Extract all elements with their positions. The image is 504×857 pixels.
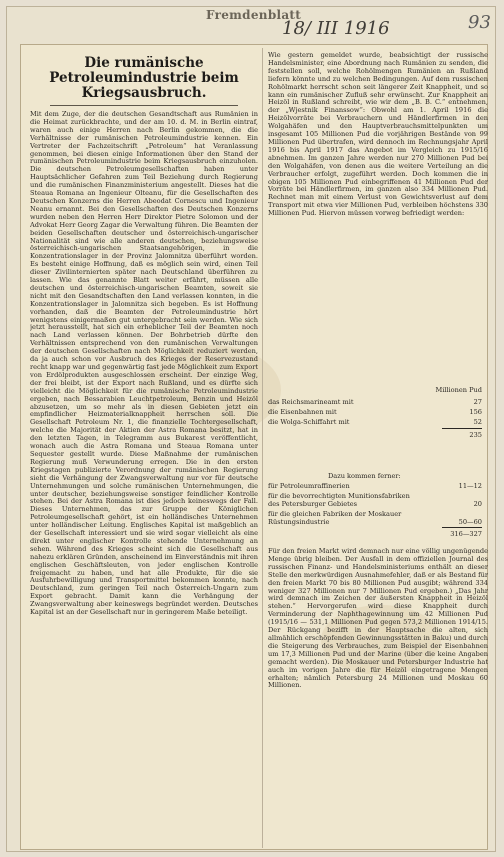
- right-column-continued-text: Für den freien Markt wird demnach nur eine völlig ungenügende Menge übrig bleiben. Der Ausfall in dem offiziellen Journal des russischen Finanz- und Handelsministeriums enthält an dieser Stelle den merkwürdigen Ausnahmefehler, daß er als Bestand für den freien Markt 70 bis 80 Millionen Pud ausgibt; während 334 weniger 327 Millionen nur 7 Millionen Pud ergeben.) „Das Jahr wird demnach im Zeichen der äußersten Knappheit in Heizöl stehen.“ Hervorgerufen wird diese Knappheit durch Verminderung der Naphthagewinnung um 42 Millionen Pud (1915/16 — 531,1 Millionen Pud gegen 573,2 Millionen 1914/15. Der Rückgang bezifft in der Hauptsache die alten, sich allmählich erschöpfenden Gewinnungsstätten in Baku) und durch die Steigerung des Verbrauches, zum Beispiel der Eisenbahnen um 17,3 Millionen Pud und der Marine (über die keine Angaben gemacht werden). Die Moskauer und Petersburger Industrie hat auch im vorigen Jahre die für Heizöl eingetragene Mengen erhalten; nämlich Petersburg 24 Millionen und Moskau 60 Millionen.: [268, 548, 488, 690]
- row-label: das Reichsmarineamt mit: [268, 398, 354, 406]
- row-label: die Eisenbahnen mit: [268, 408, 337, 416]
- table-total-row: [268, 530, 482, 539]
- row-value: 50—60: [458, 518, 482, 526]
- article-right-column-continued: [268, 548, 488, 730]
- row-label: für die gleichen Fabriken der Moskauer Rüstungsindustrie: [268, 510, 402, 526]
- sum-rule: [442, 428, 482, 429]
- table-row: [268, 398, 482, 407]
- row-value: 27: [473, 398, 482, 406]
- newspaper-masthead: Fremdenblatt: [206, 8, 302, 22]
- table-row: [268, 492, 482, 508]
- row-value: 52: [473, 418, 482, 426]
- total-value: 316—327: [450, 530, 482, 538]
- archive-number: 93: [468, 12, 491, 33]
- row-value: 20: [473, 500, 482, 508]
- row-value: 11—12: [458, 482, 482, 490]
- article-headline: Die rumänische Petroleumindustrie beim Kriegsausbruch.: [49, 56, 239, 101]
- article-right-column: [268, 52, 488, 392]
- column-divider: [262, 48, 263, 848]
- left-column-text: Mit dem Zuge, der die deutschen Gesandtschaft aus Rumänien in die Heimat zurückbrachte, und der am 10. d. M. in Berlin eintraf, waren auch einige Herren nach Berlin gekommen, die die Verhältnisse der rumänischen Petroleumindustrie kennen. Ein Vertreter der Fachzeitschrift „Petroleum“ hat Veranlassung genommen, bei diesen einige Informationen über den Stand der rumänischen Petroleumindustrie beim Kriegsausbruch einzuholen. Die deutschen Petroleumgesellschaften haben unter Hauptsächlicher Gefahren zum Teil Beziehung durch Regierung und die rumänischen Finanzministerium angestellt. Dieses hat die Steaua Romana an Ingenieur Olteanu, für die Gesellschaften des Deutschen Konzerns die Herren Abeodat Cornescu und Ingenieur Neanu ernannt. Bei den Gesellschaften des Deutschen Konzerns wurden neben den Herren Herr Direktor Pietre Solomon und der Advokat Herr Georg Zagar die Verwaltung führen. Die Beamten der beiden Gesellschaften deutscher und österreichisch-ungarischer Nationalität sind wie alle anderen deutschen, beziehungsweise österreichisch-ungarischen Staatsangehörigen, in die Konzentrationslager in der Provinz Jalomnitza überführt worden. Es besteht einige Hoffnung, daß es möglich sein wird, einen Teil dieser Zivilinternierten später nach Deutschland überführen zu lassen. Wie das genannte Blatt weiter erfährt, müssen alle deutschen und österreichisch-ungarischen Beamten, soweit sie nicht mit den Gesandtschaften den Land verlassen konnten, in die Konzentrationslager in Jalomnitza sich begeben. Es ist Hoffnung vorhanden, daß die Beamten der Petroleumindustrie hört wenigstens einigermaßen gut untergebracht sein werden. Wie sich jetzt herausstellt, hat sich ein erheblicher Teil der Beamten noch nach Land verlassen können. Der Bohrbetrieb dürfte den Verhältnissen entsprechend von den rumänischen Verwaltungen der deutschen Gesellschaften nach Möglichkeit reduziert werden, da ja auch schon vor Ausbruch des Krieges der Reservezustand recht knapp war und gegenwärtig fast jede Möglichkeit zum Export von Erdölprodukten ausgeschlossen erscheint. Der einzige Weg, der frei bleibt, ist der Export nach Rußland, und es dürfte sich vielleicht die Möglichkeit für die rumänische Petroleumindustrie ergeben, nach Bessarabien Leuchtpetroleum, Benzin und Heizöl abzusetzen, um so mehr als in diesen Gebieten jetzt ein empfindlicher Heizmaterialknappheit herrschen soll. Die Gesellschaft Petroleum Nr. 1, die finanzielle Tochtergesellschaft, welche die Majorität der Aktien der Astra Romana besitzt, hat in den letzten Tagen, in Telegramm aus Bukarest veröffentlicht, wonach auch die Astra Romana und Steaua Romana unter Sequester gestellt wurde. Diese Maßnahme der rumänischen Regierung muß Verwunderung erregen. Die in den ersten Kriegstagen publizierte Verordnung der rumänischen Regierung sieht die Verhängung der Zwangsverwaltung nur vor für deutsche Unternehmungen und solche rumänischen Unternehmungen, die unter deutscher, beziehungsweise sonstiger feindlicher Kontrolle stehen. Bei der Astra Romana ist dies jedoch keineswegs der Fall. Dieses Unternehmen, das zur Gruppe der Königlichen Petroleumgesellschaft gehört, ist ein holländisches Unternehmen unter holländischer Leitung. Englisches Kapital ist maßgeblich an der Gesellschaft interessiert und sie wird sogar vielleicht als eine direkt unter englischer Kontrolle stehende Unternehmung an sehen. Während des Krieges scheint sich die Gesellschaft aus nahezu erklären Gründen, anscheinend im Einverständnis mit ihren englischen Geschäftsleuten, von jeder englischen Kontrolle freigemacht zu haben, und hat alle Produkte, für die sie Ausfuhrbewilligung und Transportmittel bekommen konnte, nach Deutschland, zum geringen Teil nach Österreich-Ungarn zum Export gebracht. Damit kann die Verhängung der Zwangsverwaltung aber keineswegs begründet werden. Deutsches Kapital ist an der Gesellschaft nur in geringerem Maße beteiligt.: [30, 110, 258, 617]
- row-value: 156: [469, 408, 482, 416]
- table-unit-header: Millionen Pud: [435, 386, 482, 394]
- total-value: 235: [469, 431, 482, 439]
- headline-rule: [50, 105, 238, 106]
- handwritten-date: 18/ III 1916: [282, 18, 390, 39]
- table-row: [268, 408, 482, 417]
- row-label: für die bevorrechtigten Munitionsfabriken des Petersburger Gebietes: [268, 492, 410, 508]
- additional-consumption-table: [268, 472, 488, 542]
- consumption-table: [268, 386, 488, 472]
- table-row: [268, 418, 482, 427]
- row-label: die Wolga-Schiffahrt mit: [268, 418, 350, 426]
- table-intro: [268, 472, 482, 481]
- table-total-row: [268, 431, 482, 440]
- row-label: für Petroleumraffinerien: [268, 482, 350, 490]
- right-column-text: Wie gestern gemeldet wurde, beabsichtigt der russische Handelsminister, eine Abordnung nach Rumänien zu senden, die feststellen soll, welche Rohölmengen Rumänien an Rußland liefern könnte und zu welchen Bedingungen. Auf dem russischen Rohölmarkt herrscht schon seit längerer Zeit Knappheit, und so kann ein rumänischer Zufluß sehr erwünscht. Zur Knappheit an Heizöl in Rußland schreibt, wie wir dem „B. B. C.“ entnehmen, der „Wjestnik Finanssow“: Obwohl am 1. April 1916 die Heizölvorräte bei Verbrauchern und Händlerfirmen in den Wolgahäfen und den Hauptverbrauchsmittelpunkten um insgesamt 105 Millionen Pud die vorjährigen Bestände von 99 Millionen Pud übertrafen, wird dennoch im Rechnungsjahr April 1916 bis April 1917 das Angebot im Vergleich zu 1915/16 abnehmen. Im ganzen Jahre werden nur 270 Millionen Pud bei den Wolgahäfen, von denen aus die weitere Verteilung an die Verbraucher erfolgt, zugeführt werden. Doch kommen die in obigen 105 Millionen Pud einbegriffenen 41 Millionen Pud der Vorräte bei Händlerfirmen, im ganzen also 334 Millionen Pud. Rechnet man mit einem Verlust von Gewichtsverlust auf dem Transport mit etwa vier Millionen Pud, verbleiben höchstens 330 Millionen Pud. Hiervon müssen vorweg befriedigt werden:: [268, 52, 488, 218]
- table-row: [268, 482, 482, 491]
- sum-rule: [442, 527, 482, 528]
- article-left-column: [30, 56, 258, 848]
- intro-label: Dazu kommen ferner:: [328, 472, 401, 480]
- table-row: [268, 510, 482, 526]
